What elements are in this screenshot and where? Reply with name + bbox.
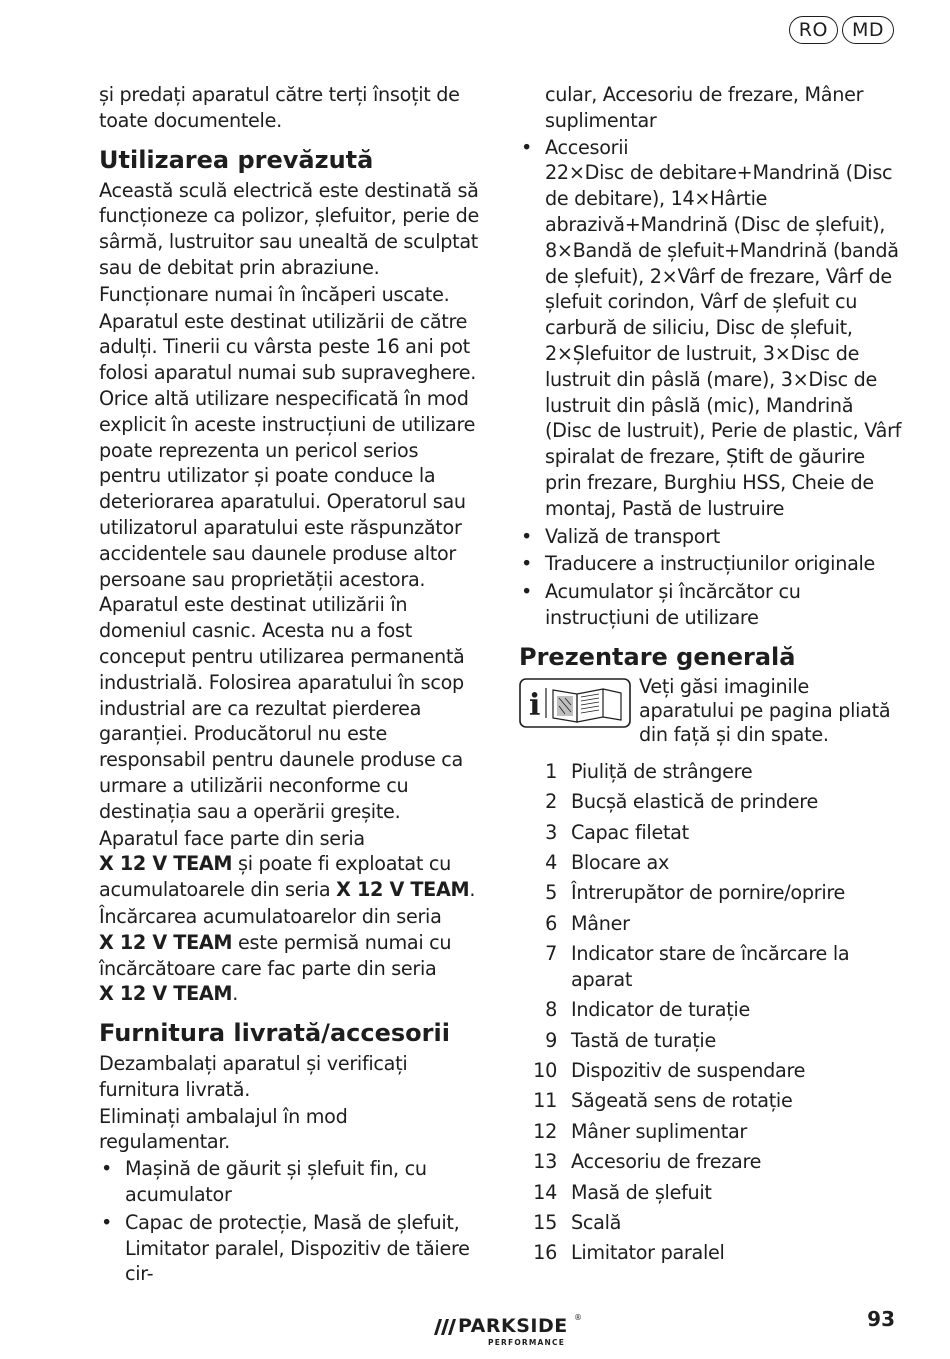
part-label: Accesoriu de frezare xyxy=(571,1150,762,1174)
part-label: Dispozitiv de suspendare xyxy=(571,1059,806,1083)
left-column xyxy=(99,82,484,1289)
charging-paragraph xyxy=(99,904,484,1007)
charging-text-a: Încărcarea acumulatoarelor din seria xyxy=(99,904,442,928)
part-number: 7 xyxy=(545,942,557,966)
section-title-overview: Prezentare generală xyxy=(519,642,796,671)
right-column xyxy=(519,82,905,1271)
delivery-paragraph-2: Eliminați ambalajul în mod regulamentar. xyxy=(99,1104,348,1154)
intended-use-paragraph-2: Funcționare numai în încăperi uscate. xyxy=(99,282,450,306)
part-label: Indicator de turație xyxy=(571,998,750,1022)
list-item: • Acumulator și încărcător cu instrucțiuni de utilizare xyxy=(519,579,905,631)
part-item xyxy=(519,911,905,937)
part-label: Tastă de turație xyxy=(571,1028,716,1052)
section-title-intended-use: Utilizarea prevăzută xyxy=(99,145,374,174)
part-label: Mâner suplimentar xyxy=(571,1119,747,1143)
list-item: • Mașină de găurit și șlefuit fin, cu acumulator xyxy=(99,1156,484,1208)
parts-list xyxy=(519,759,905,1266)
part-number: 12 xyxy=(533,1119,557,1143)
part-number: 14 xyxy=(533,1180,557,1204)
part-label: Indicator stare de încărcare la aparat xyxy=(571,942,850,991)
list-item-continuation: cular, Accesoriu de frezare, Mâner suplimentar xyxy=(545,83,864,132)
part-item xyxy=(519,850,905,876)
part-label: Capac filetat xyxy=(571,820,689,844)
delivery-list-continued xyxy=(519,135,905,631)
svg-text:i: i xyxy=(529,687,541,723)
part-item xyxy=(519,1210,905,1236)
part-number: 3 xyxy=(545,820,557,844)
series-name: X 12 V TEAM xyxy=(336,878,470,902)
brand-name: PARKSIDE xyxy=(458,1315,568,1337)
part-item xyxy=(519,1088,905,1114)
part-number: 8 xyxy=(545,998,557,1022)
charging-text-b: este permisă numai cu încărcătoare care fac parte din seria xyxy=(99,930,452,980)
part-label: Masă de șlefuit xyxy=(571,1180,712,1204)
part-number: 1 xyxy=(545,759,557,783)
accessories-text: 22×Disc de debitare+Mandrină (Disc de debitare), 14×Hârtie abrazivă+Mandrină (Disc de șlefuit), 8×Bandă de șlefuit+Mandrină (bandă de șlefuit), 2×Vârf de frezare, Vârf de șlefuit corindon, Vârf de șlefuit cu carbură de siliciu, Disc de șlefuit, 2×Șlefuitor de lustruit, 3×Disc de lustruit din pâslă (mare), 3×Disc de lustruit din pâslă (mic), Mandrină (Disc de lustruit), Perie de plastic, Vârf spiralat de frezare, Știft de găurire prin frezare, Burghiu HSS, Cheie de montaj, Pastă de lustruire xyxy=(545,161,902,520)
list-item: • Valiză de transport xyxy=(519,524,905,550)
part-item xyxy=(519,880,905,906)
part-item xyxy=(519,1058,905,1084)
part-number: 15 xyxy=(533,1211,557,1234)
part-item xyxy=(519,820,905,846)
info-book-icon xyxy=(519,678,631,728)
part-number: 9 xyxy=(545,1028,557,1052)
series-name: X 12 V TEAM xyxy=(99,930,233,954)
part-number: 13 xyxy=(533,1150,557,1174)
part-number: 10 xyxy=(533,1059,557,1083)
series-name: X 12 V TEAM xyxy=(99,852,233,876)
intro-paragraph: și predați aparatul către terți însoțit de toate documentele. xyxy=(99,83,460,132)
part-item xyxy=(519,1149,905,1175)
part-number: 11 xyxy=(533,1089,557,1113)
brand-slashes-icon xyxy=(430,1318,456,1336)
part-label: Bucșă elastică de prindere xyxy=(571,790,818,814)
registered-mark: ® xyxy=(574,1313,582,1322)
language-badge-ro: RO xyxy=(789,16,838,44)
part-label: Limitator paralel xyxy=(571,1241,725,1265)
series-text-b: și poate fi exploatat cu acumulatoarele din seria xyxy=(99,852,451,902)
list-item-accessories xyxy=(519,135,905,522)
part-item xyxy=(519,997,905,1023)
series-paragraph xyxy=(99,826,484,903)
info-text: Veți găsi imaginile aparatului pe pagina pliată din față și din spate. xyxy=(639,674,891,746)
series-text-a: Aparatul face parte din seria xyxy=(99,826,365,850)
intended-use-paragraph-1: Această sculă electrică este destinată să funcționeze ca polizor, șlefuitor, perie de sârmă, lustruitor sau unealtă de sculptat sau de debitat prin abraziune. xyxy=(99,178,479,279)
intended-use-paragraph-3: Aparatul este destinat utilizării de către adulți. Tinerii cu vârsta peste 16 ani pot folosi aparatul numai sub supraveghere. Orice altă utilizare nespecificată în mod explicit în aceste instrucțiuni de utilizare poate reprezenta un pericol serios pentru utilizator și poate conduce la deteriorarea aparatului. Operatorul sau utilizatorul aparatului este răspunzător accidentele sau daunele produse altor persoane sau proprietății acestora. Aparatul este destinat utilizării în domeniul casnic. Acesta nu a fost conceput pentru utilizarea permanentă industrială. Folosirea aparatului în scop industrial are ca rezultat pierderea garanției. Producătorul nu este responsabil pentru daunele produse ca urmare a utilizării neconforme cu destinația sau a operării greșite. xyxy=(99,309,477,823)
part-label: Scală xyxy=(571,1211,622,1234)
section-title-delivery: Furnitura livrată/accesorii xyxy=(99,1019,450,1048)
delivery-paragraph-1: Dezambalați aparatul și verificați furnitura livrată. xyxy=(99,1052,408,1101)
language-badge-md: MD xyxy=(842,16,894,44)
part-label: Săgeată sens de rotație xyxy=(571,1089,793,1113)
part-item xyxy=(519,1180,905,1206)
part-item xyxy=(519,1240,905,1266)
info-note xyxy=(519,675,905,747)
series-text-c: . xyxy=(469,878,476,902)
charging-text-c: . xyxy=(232,982,239,1006)
part-number: 16 xyxy=(533,1241,557,1265)
language-badges xyxy=(789,16,894,44)
list-item: • Traducere a instrucțiunilor originale xyxy=(519,551,905,577)
list-item: • Capac de protecție, Masă de șlefuit, Limitator paralel, Dispozitiv de tăiere cir- xyxy=(99,1210,484,1287)
part-number: 4 xyxy=(545,850,557,874)
part-item xyxy=(519,1119,905,1145)
part-item xyxy=(519,789,905,815)
brand-subline: PERFORMANCE xyxy=(488,1338,566,1347)
part-label: Mâner xyxy=(571,911,630,935)
part-label: Piuliță de strângere xyxy=(571,759,753,783)
accessories-title: • Accesorii xyxy=(545,135,629,159)
brand-logo xyxy=(430,1312,582,1348)
page-number: 93 xyxy=(867,1307,895,1331)
part-number: 5 xyxy=(545,881,557,905)
part-item xyxy=(519,1028,905,1054)
part-label: Blocare ax xyxy=(571,850,670,874)
part-item xyxy=(519,759,905,785)
part-item xyxy=(519,941,905,993)
delivery-list xyxy=(99,1156,484,1287)
part-number: 2 xyxy=(545,790,557,814)
part-label: Întrerupător de pornire/oprire xyxy=(571,881,846,905)
part-number: 6 xyxy=(545,911,557,935)
series-name: X 12 V TEAM xyxy=(99,982,233,1006)
